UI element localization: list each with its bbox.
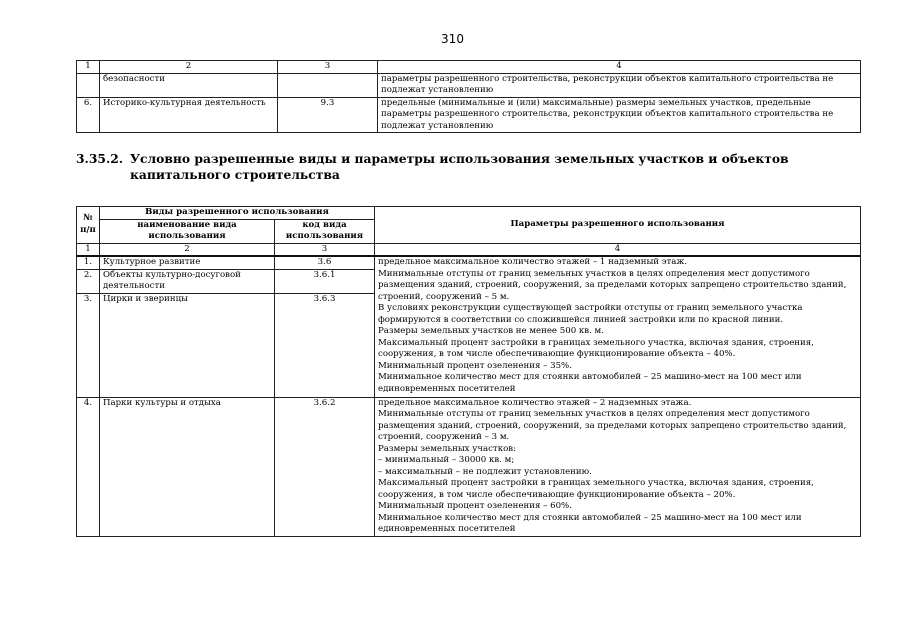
table-header-row <box>77 207 861 220</box>
section-heading <box>76 151 866 183</box>
param-line: Минимальные отступы от границ земельных участков в целях определения мест допустимого <box>378 409 810 419</box>
use-name: Объекты культурно-досуговой деятельности <box>100 269 275 293</box>
header-code: код вида использования <box>275 219 375 243</box>
use-params <box>378 97 861 133</box>
page-number: 310 <box>441 32 464 46</box>
table-cell: 3 <box>278 61 378 74</box>
param-line: единовременных посетителей <box>378 383 516 394</box>
param-line: Максимальный процент застройки в границах земельного участка, включая здания, строения, <box>378 478 814 488</box>
row-number: 3. <box>77 293 100 397</box>
param-line: предельные (минимальные и (или) максимальные) размеры земельных участков, предельные <box>381 97 811 108</box>
header-num: № п/п <box>77 207 100 244</box>
use-code: 3.6 <box>275 256 375 269</box>
param-line: Минимальное количество мест для стоянки автомобилей – 25 машино-мест на 100 мест или <box>378 372 802 382</box>
table-row <box>77 397 861 536</box>
param-line: – минимальный – 30000 кв. м; <box>378 455 515 465</box>
row-number: 2. <box>77 269 100 293</box>
table-row <box>77 97 861 133</box>
table-row <box>77 73 861 97</box>
param-line: формируются в соответствии со сложившейся линией застройки или по красной линии. <box>378 314 784 325</box>
param-line: Минимальные отступы от границ земельных участков в целях определения мест допустимого <box>378 268 810 279</box>
param-line: параметры разрешенного строительства, реконструкции объектов капитального строительства не <box>381 109 834 119</box>
param-line: единовременных посетителей <box>378 524 516 534</box>
param-line: сооружения, в том числе обеспечивающие функционирование объекта – 40%. <box>378 349 736 359</box>
param-line: сооружения, в том числе обеспечивающие функционирование объекта – 20%. <box>378 489 736 500</box>
use-code: 9.3 <box>278 97 378 133</box>
param-line: Минимальное количество мест для стоянки автомобилей – 25 машино-мест на 100 мест или <box>378 512 802 523</box>
conditional-uses-table <box>76 206 861 537</box>
param-line: В условиях реконструкции существующей застройки отступы от границ земельного участка <box>378 303 803 313</box>
param-line: – максимальный – не подлежит установлению. <box>378 466 592 477</box>
use-name: безопасности <box>100 73 278 97</box>
section-title: Условно разрешенные виды и параметры использования земельных участков и объектов капитального строительства <box>130 151 789 182</box>
header-params: Параметры разрешенного использования <box>375 207 861 244</box>
use-code <box>278 73 378 97</box>
table-cell: 1 <box>77 243 100 256</box>
table-cell: 1 <box>77 61 100 74</box>
use-name: Цирки и зверинцы <box>100 293 275 397</box>
param-line: Минимальный процент озеленения – 60%. <box>378 501 572 511</box>
param-line: предельное максимальное количество этажей – 2 надземных этажа. <box>378 397 692 408</box>
header-name: наименование вида использования <box>100 219 275 243</box>
use-params <box>375 256 861 397</box>
header-group: Виды разрешенного использования <box>100 207 375 220</box>
row-number: 6. <box>77 97 100 133</box>
table-cell: 3 <box>275 243 375 256</box>
param-line: размещения зданий, строений, сооружений, за пределами которых запрещено строительство зданий, <box>378 420 847 431</box>
param-line: размещения зданий, строений, сооружений, за пределами которых запрещено строительство зданий, <box>378 280 847 290</box>
param-line: Размеры земельных участков: <box>378 443 516 454</box>
use-params <box>375 397 861 536</box>
use-code: 3.6.2 <box>275 397 375 536</box>
use-name: Культурное развитие <box>100 256 275 269</box>
section-number: 3.35.2. <box>76 151 124 166</box>
param-line: строений, сооружений – 3 м. <box>378 432 510 442</box>
table-cell: 4 <box>378 61 861 74</box>
continuation-table <box>76 60 861 133</box>
use-code: 3.6.3 <box>275 293 375 397</box>
use-code: 3.6.1 <box>275 269 375 293</box>
table-index-row <box>77 243 861 256</box>
table-row <box>77 256 861 269</box>
table-cell: 4 <box>375 243 861 256</box>
row-number: 4. <box>77 397 100 536</box>
param-line: предельное максимальное количество этажей – 1 надземный этаж. <box>378 257 688 267</box>
use-params <box>378 73 861 97</box>
row-number: 1. <box>77 256 100 269</box>
use-name: Парки культуры и отдыха <box>100 397 275 536</box>
param-line: подлежат установлению <box>381 120 494 131</box>
table-cell: 2 <box>100 61 278 74</box>
row-number <box>77 73 100 97</box>
param-line: Минимальный процент озеленения – 35%. <box>378 360 572 371</box>
param-line: Максимальный процент застройки в границах земельного участка, включая здания, строения, <box>378 337 814 348</box>
table-cell: 2 <box>100 243 275 256</box>
param-line: подлежат установлению <box>381 85 494 95</box>
param-line: параметры разрешенного строительства, реконструкции объектов капитального строительства не <box>381 73 834 84</box>
param-line: Размеры земельных участков не менее 500 кв. м. <box>378 326 604 336</box>
param-line: строений, сооружений – 5 м. <box>378 291 510 302</box>
table-index-row <box>77 61 861 74</box>
use-name: Историко-культурная деятельность <box>100 97 278 133</box>
